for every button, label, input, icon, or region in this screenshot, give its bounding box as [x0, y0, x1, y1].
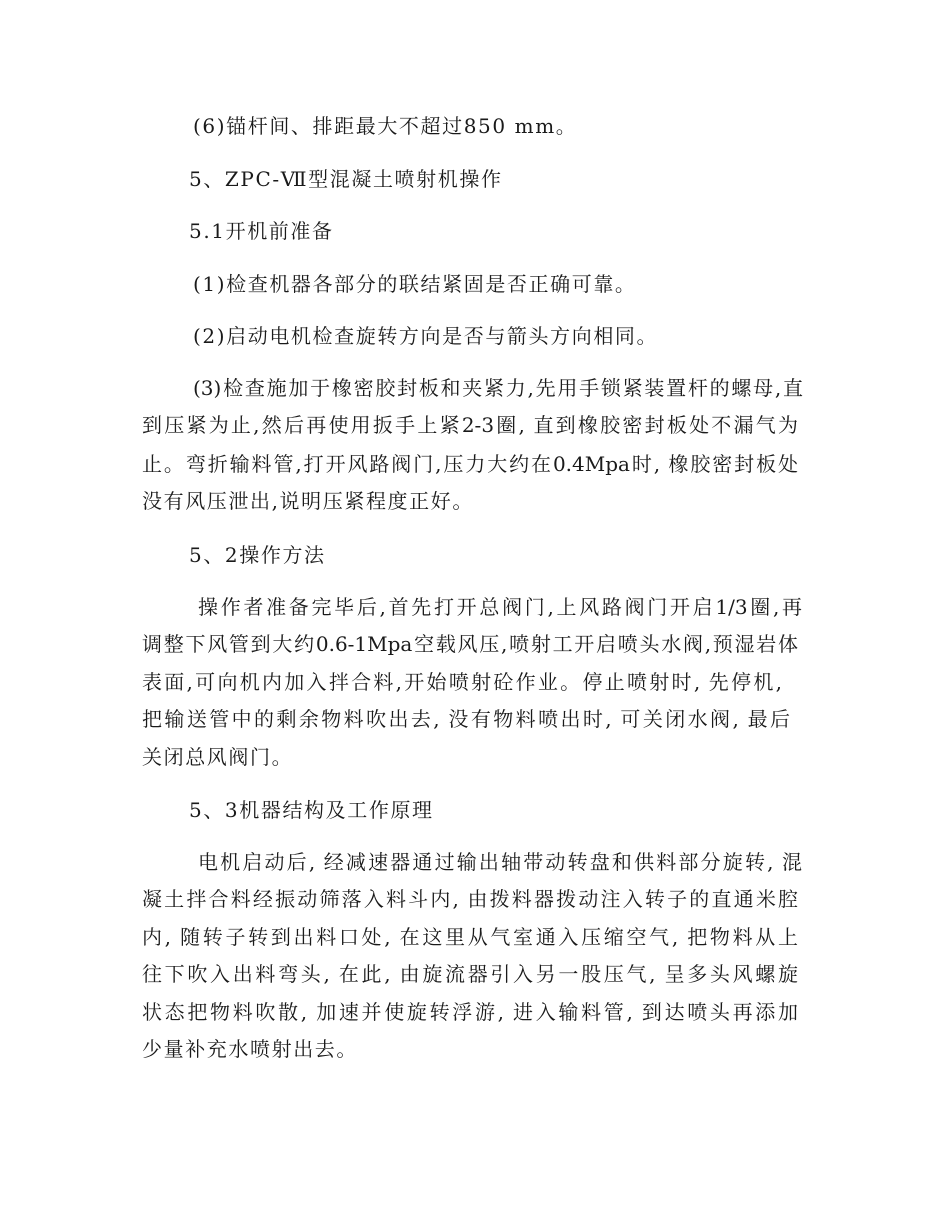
check-item-3-line: 止。弯折输料管,打开风路阀门,压力大约在0.4Mpa时, 橡胶密封板处	[142, 452, 798, 476]
principle-paragraph-line: 内, 随转子转到出料口处, 在这里从气室通入压缩空气, 把物料从上	[142, 925, 798, 949]
check-item-2: (2)启动电机检查旋转方向是否与箭头方向相同。	[193, 324, 659, 348]
operation-paragraph-line: 关闭总风阀门。	[142, 745, 294, 769]
principle-paragraph-line: 状态把物料吹散, 加速并使旋转浮游, 进入输料管, 到达喷头再添加	[142, 1000, 798, 1024]
section-5-3-heading: 5、3机器结构及工作原理	[189, 798, 434, 822]
operation-paragraph-line: 表面,可向机内加入拌合料,开始喷射砼作业。停止喷射时, 先停机,	[142, 670, 782, 694]
section-5-1-heading: 5.1开机前准备	[189, 219, 334, 243]
operation-paragraph-line: 操作者准备完毕后,首先打开总阀门,上风路阀门开启1/3圈,再	[198, 595, 802, 619]
principle-paragraph-line: 电机启动后, 经减速器通过输出轴带动转盘和供料部分旋转, 混	[198, 850, 802, 874]
principle-paragraph-line: 往下吹入出料弯头, 在此, 由旋流器引入另一股压气, 呈多头风螺旋	[142, 962, 798, 986]
section-5-heading: 5、ZPC-Ⅶ型混凝土喷射机操作	[189, 167, 503, 191]
check-item-3-line: 没有风压泄出,说明压紧程度正好。	[142, 489, 474, 513]
principle-paragraph-line: 少量补充水喷射出去。	[142, 1037, 358, 1061]
check-item-3-line: 到压紧为止,然后再使用扳手上紧2-3圈, 直到橡胶密封板处不漏气为	[142, 413, 798, 437]
principle-paragraph-line: 凝土拌合料经振动筛落入料斗内, 由拨料器拨动注入转子的直通米腔	[142, 887, 798, 911]
anchor-spacing-item: (6)锚杆间、排距最大不超过850 mm。	[193, 114, 578, 138]
section-5-2-heading: 5、2操作方法	[189, 543, 326, 567]
operation-paragraph-line: 调整下风管到大约0.6-1Mpa空载风压,喷射工开启喷头水阀,预湿岩体	[142, 632, 798, 656]
check-item-3-line: (3)检查施加于橡密胶封板和夹紧力,先用手锁紧装置杆的螺母,直	[193, 376, 803, 400]
operation-paragraph-line: 把输送管中的剩余物料吹出去, 没有物料喷出时, 可关闭水阀, 最后	[142, 707, 790, 731]
check-item-1: (1)检查机器各部分的联结紧固是否正确可靠。	[193, 272, 637, 296]
